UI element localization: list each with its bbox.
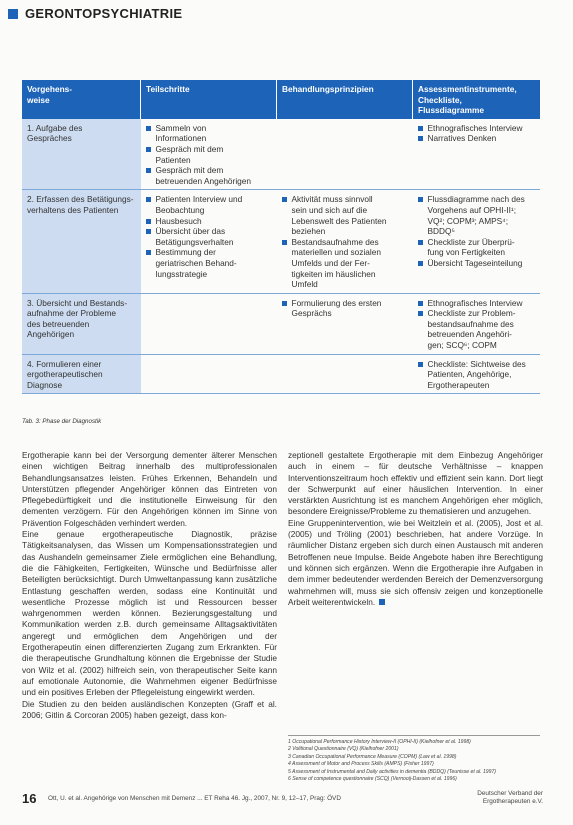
bullet-item: Patienten Interview und Beobachtung <box>146 194 272 215</box>
diagnostics-table-wrapper <box>22 80 540 394</box>
bullet-item: Gespräch mit dem Patienten <box>146 144 272 165</box>
col-header-procedure: Vorgehens- weise <box>22 80 141 119</box>
assess-cell <box>413 190 541 293</box>
bullet-item: Bestandsaufnahme des materiellen und sozialen Umfelds und der Fer- tigkeiten im häuslichen Umfeld <box>282 237 408 290</box>
bullet-list <box>282 194 408 289</box>
bullet-item: Hausbesuch <box>146 216 272 227</box>
col-header-substeps: Teilschritte <box>141 80 277 119</box>
footnote: 4 Assessment of Motor and Process Skills (AMPS) (Fisher 1997) <box>288 761 434 768</box>
paragraph: Die Studien zu den beiden ausländischen Konzepten (Graff et al. 2006; Gitlin & Corcoran 2005) haben gezeigt, dass kon- <box>22 698 277 720</box>
bullet-list <box>418 298 536 351</box>
teil-cell <box>141 119 277 190</box>
bullet-item: Aktivität muss sinnvoll sein und sich auf die Lebenswelt des Patienten beziehen <box>282 194 408 236</box>
section-square-icon <box>8 9 18 19</box>
teil-cell <box>141 354 277 394</box>
bullet-item: Checkliste zur Überprü- fung von Fertigkeiten <box>418 237 536 258</box>
paragraph <box>288 518 543 608</box>
footnote-divider <box>288 735 540 736</box>
paragraph-text: Eine Gruppenintervention, wie bei Weitzlein et al. (2005), Jost et al. (2005) und Tröling (2001) beschrieben, hat andere Vorzüge. In räumlicher Distanz ergeben sich durch einen Austausch mit anderen Betroffenen neue Impulse. Beide Angebote haben ihre Berechtigung und können sich ergänzen. Wenn die Ergotherapie ihre Aufgaben in dem immer bedeutender werdenden Bereich der Demenzversorgung wahrnehmen will, muss sie sich offensiv zeigen und konzeptionelle Arbeit weiterentwickeln. <box>288 517 543 607</box>
publisher-name: Deutscher Verband der Ergotherapeuten e.V. <box>477 790 543 805</box>
table-row <box>22 293 540 354</box>
prinz-cell <box>277 190 413 293</box>
section-title: GERONTOPSYCHIATRIE <box>25 6 183 21</box>
bullet-item: Checkliste zur Problem- bestandsaufnahme des betreuenden Angehöri- gen; SCQ⁶; COPM <box>418 308 536 350</box>
col-header-principles: Behandlungsprinzipien <box>277 80 413 119</box>
table-row <box>22 354 540 394</box>
assess-cell <box>413 119 541 190</box>
procedure-cell: 4. Formulieren einer ergotherapeutischen Diagnose <box>22 354 141 394</box>
bullet-item: Sammeln von Informationen <box>146 123 272 144</box>
footnote: 2 Volitional Questionnaire (VQ) (Kielhofner 2001) <box>288 746 399 753</box>
table-caption: Tab. 3: Phase der Diagnostik <box>22 418 102 425</box>
paragraph: Eine genaue ergotherapeutische Diagnostik, präzise Tätigkeitsanalysen, das Wissen um Kompensationsstrategien und das Aushandeln gemeinsamer Ziele ermöglichen eine Behandlung, die die Fähigkeiten, Fertigkeiten, Wünsche und Bedürfnisse aller Beteiligten berücksichtigt. Durch Umweltanpassung kann zusätzliche Entlastung geschaffen werden, sodass eine Kontinuität und wesentliche Prozesse möglich ist und Ressourcen besser wahrgenommen werden können. Bezierungsgestaltung und Kommunikation werden z.B. durch gemeinsame Alltagsaktivitäten angeregt und ermöglichen dem Angehörigen und der Ergotherapeutin einen differenzierten Zugang zum Erkrankten. Für die therapeutische Grundhaltung können die Ergebnisse der Studie von Wilz et al. (2002) hilfreich sein, von therapeutischer Seite kann auf emotionale Autonomie, die Wahrnehmen eigener Bedürfnisse und ein positives Erleben der Pflegeleistung eingewirkt werden. <box>22 529 277 698</box>
bullet-item: Ethnografisches Interview <box>418 123 536 134</box>
bullet-item: Übersicht Tageseinteilung <box>418 258 536 269</box>
table-row <box>22 190 540 293</box>
bullet-item: Gespräch mit dem betreuenden Angehörigen <box>146 165 272 186</box>
bullet-item: Narratives Denken <box>418 133 536 144</box>
bullet-list <box>282 298 408 319</box>
body-column-left <box>22 450 277 721</box>
diagnostics-table <box>22 80 540 394</box>
bullet-item: Übersicht über das Betätigungsverhalten <box>146 226 272 247</box>
footnote: 5 Assessment of Instrumental and Daily activities in dementia (BDDQ) (Teunisse et al. 1997) <box>288 768 496 775</box>
page-footer <box>0 788 573 818</box>
teil-cell <box>141 293 277 354</box>
table-header-row <box>22 80 540 119</box>
col-header-assessment: Assessmentinstrumente, Checkliste, Flussdiagramme <box>413 80 541 119</box>
footnotes <box>288 739 543 783</box>
footnote: 6 Sense of competence questionnaire (SCQ) (Vernooij-Dassen et al. 1996) <box>288 776 457 783</box>
prinz-cell <box>277 119 413 190</box>
bullet-item: Checkliste: Sichtweise des Patienten, Angehörige, Ergotherapeuten <box>418 359 536 391</box>
prinz-cell <box>277 293 413 354</box>
procedure-cell: 3. Übersicht und Bestands- aufnahme der Probleme des betreuenden Angehörigen <box>22 293 141 354</box>
bullet-list <box>418 359 536 391</box>
procedure-cell: 1. Aufgabe des Gespräches <box>22 119 141 190</box>
bullet-list <box>418 123 536 144</box>
page-header <box>8 6 182 21</box>
page-number: 16 <box>22 791 37 806</box>
bullet-item: Ethnografisches Interview <box>418 298 536 309</box>
paragraph: Ergotherapie kann bei der Versorgung dementer älterer Menschen einen wichtigen Beitrag innerhalb des multiprofessionalen Behandlungsansatzes leisten. Frühes Erkennen, Behandeln und Unterstützen pflegender Angehöriger können das Eintreten von Pflegebedürftigkeit und die institutionelle Einweisung für den dementen verzögern. Für den Angehörigen können im Sinne von Prävention Folgeschäden verhindert werden. <box>22 450 277 528</box>
teil-cell <box>141 190 277 293</box>
prinz-cell <box>277 354 413 394</box>
table-row <box>22 119 540 190</box>
footnote: 1 Occupational Performance History Interview-II (OPHI-II) (Kielhofner et al. 1998) <box>288 739 471 745</box>
bullet-item: Bestimmung der geriatrischen Behand- lungsstrategie <box>146 247 272 279</box>
paragraph: zeptionell gestaltete Ergotherapie mit dem Einbezug Angehöriger auch in einem – für deutsche Verhältnisse – knappen Interventionszeitraum hoch effektiv und effizient sein kann. Dort liegt der Schwerpunkt auf einer häuslichen Intervention. In einer verstärkten Ausrichtung ist es manchem Angehörigen eher möglich, besondere Ereignisse/Probleme zu thematisieren und anzugehen. <box>288 450 543 517</box>
citation-line: Ott, U. et al. Angehörige von Menschen mit Demenz ... ET Reha 46. Jg., 2007, Nr. 9, 12–17, Prag: ÖVD <box>48 795 341 802</box>
table-body <box>22 119 540 394</box>
footnote: 3 Canadian Occupational Performance Measure (COPM) (Law et al. 1998) <box>288 753 457 760</box>
procedure-cell: 2. Erfassen des Betätigungs- verhaltens des Patienten <box>22 190 141 293</box>
bullet-list <box>146 194 272 279</box>
bullet-list <box>418 194 536 268</box>
assess-cell <box>413 293 541 354</box>
assess-cell <box>413 354 541 394</box>
body-column-right <box>288 450 543 608</box>
bullet-item: Flussdiagramme nach des Vorgehens auf OPHI-II¹; VQ²; COPM³; AMPS⁴; BDDQ⁵ <box>418 194 536 236</box>
bullet-item: Formulierung des ersten Gesprächs <box>282 298 408 319</box>
end-mark-icon <box>379 599 385 605</box>
bullet-list <box>146 123 272 187</box>
